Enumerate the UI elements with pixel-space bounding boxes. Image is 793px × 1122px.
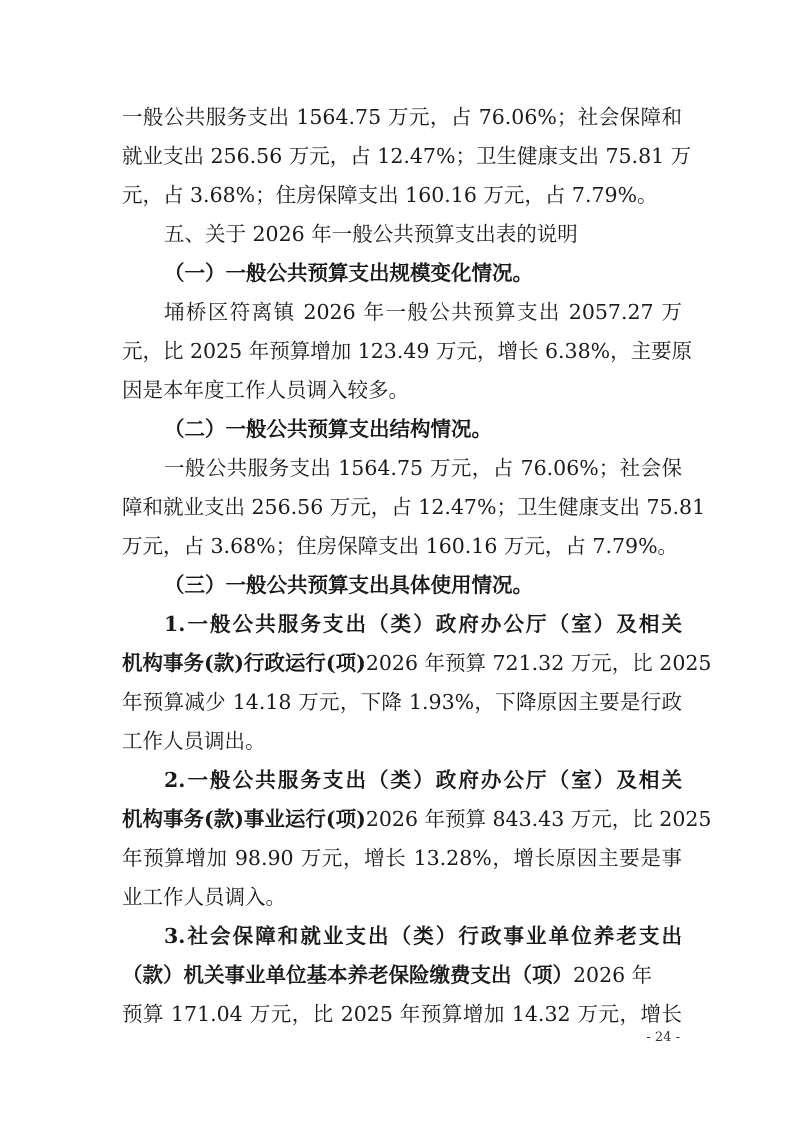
text-line: 元，占 3.68%；住房保障支出 160.16 万元，占 7.79%。 (122, 183, 658, 207)
text-line: 年预算增加 98.90 万元，增长 13.28%，增长原因主要是事 (122, 846, 682, 870)
text-line (122, 960, 682, 990)
text-line: 万元，占 3.68%；住房保障支出 160.16 万元，占 7.79%。 (122, 534, 679, 558)
text-line: 预算 171.04 万元，比 2025 年预算增加 14.32 万元，增长 (122, 1002, 682, 1026)
text-line: 因是本年度工作人员调入较多。 (122, 378, 409, 402)
item-heading: 1.一般公共服务支出（类）政府办公厅（室）及相关 (164, 612, 682, 636)
item-heading-continued: 机构事务(款)事业运行(项) (122, 807, 366, 831)
text-line: 一般公共服务支出 1564.75 万元，占 76.06%；社会保 (164, 456, 682, 480)
text-line: 年预算减少 14.18 万元，下降 1.93%，下降原因主要是行政 (122, 690, 682, 714)
item-heading: 3.社会保障和就业支出（类）行政事业单位养老支出 (164, 924, 682, 948)
text-line (122, 804, 712, 834)
text-line: 业工作人员调入。 (122, 885, 286, 909)
text-line: 元，比 2025 年预算增加 123.49 万元，增长 6.38%，主要原 (122, 339, 693, 363)
text-line: 工作人员调出。 (122, 729, 266, 753)
subsection-heading: （一）一般公共预算支出规模变化情况。 (164, 261, 533, 285)
page-number: - 24 - (646, 1030, 680, 1045)
section-heading: 五、关于 2026 年一般公共预算支出表的说明 (164, 222, 578, 246)
text-line: 一般公共服务支出 1564.75 万元，占 76.06%；社会保障和 (122, 105, 682, 129)
item-text: 2026 年预算 721.32 万元，比 2025 (365, 651, 712, 675)
item-heading-continued: 机构事务(款)行政运行(项) (122, 651, 366, 675)
text-line: 埇桥区符离镇 2026 年一般公共预算支出 2057.27 万 (164, 300, 682, 324)
subsection-heading: （二）一般公共预算支出结构情况。 (164, 417, 492, 441)
item-heading: 2.一般公共服务支出（类）政府办公厅（室）及相关 (164, 768, 682, 792)
item-heading-continued: （款）机关事业单位基本养老保险缴费支出（项） (122, 963, 573, 987)
subsection-heading: （三）一般公共预算支出具体使用情况。 (164, 573, 533, 597)
text-line (122, 648, 712, 678)
item-text: 2026 年 (573, 963, 653, 987)
item-text: 2026 年预算 843.43 万元，比 2025 (365, 807, 712, 831)
text-line: 障和就业支出 256.56 万元，占 12.47%；卫生健康支出 75.81 (122, 495, 706, 519)
text-line: 就业支出 256.56 万元，占 12.47%；卫生健康支出 75.81 万 (122, 144, 692, 168)
